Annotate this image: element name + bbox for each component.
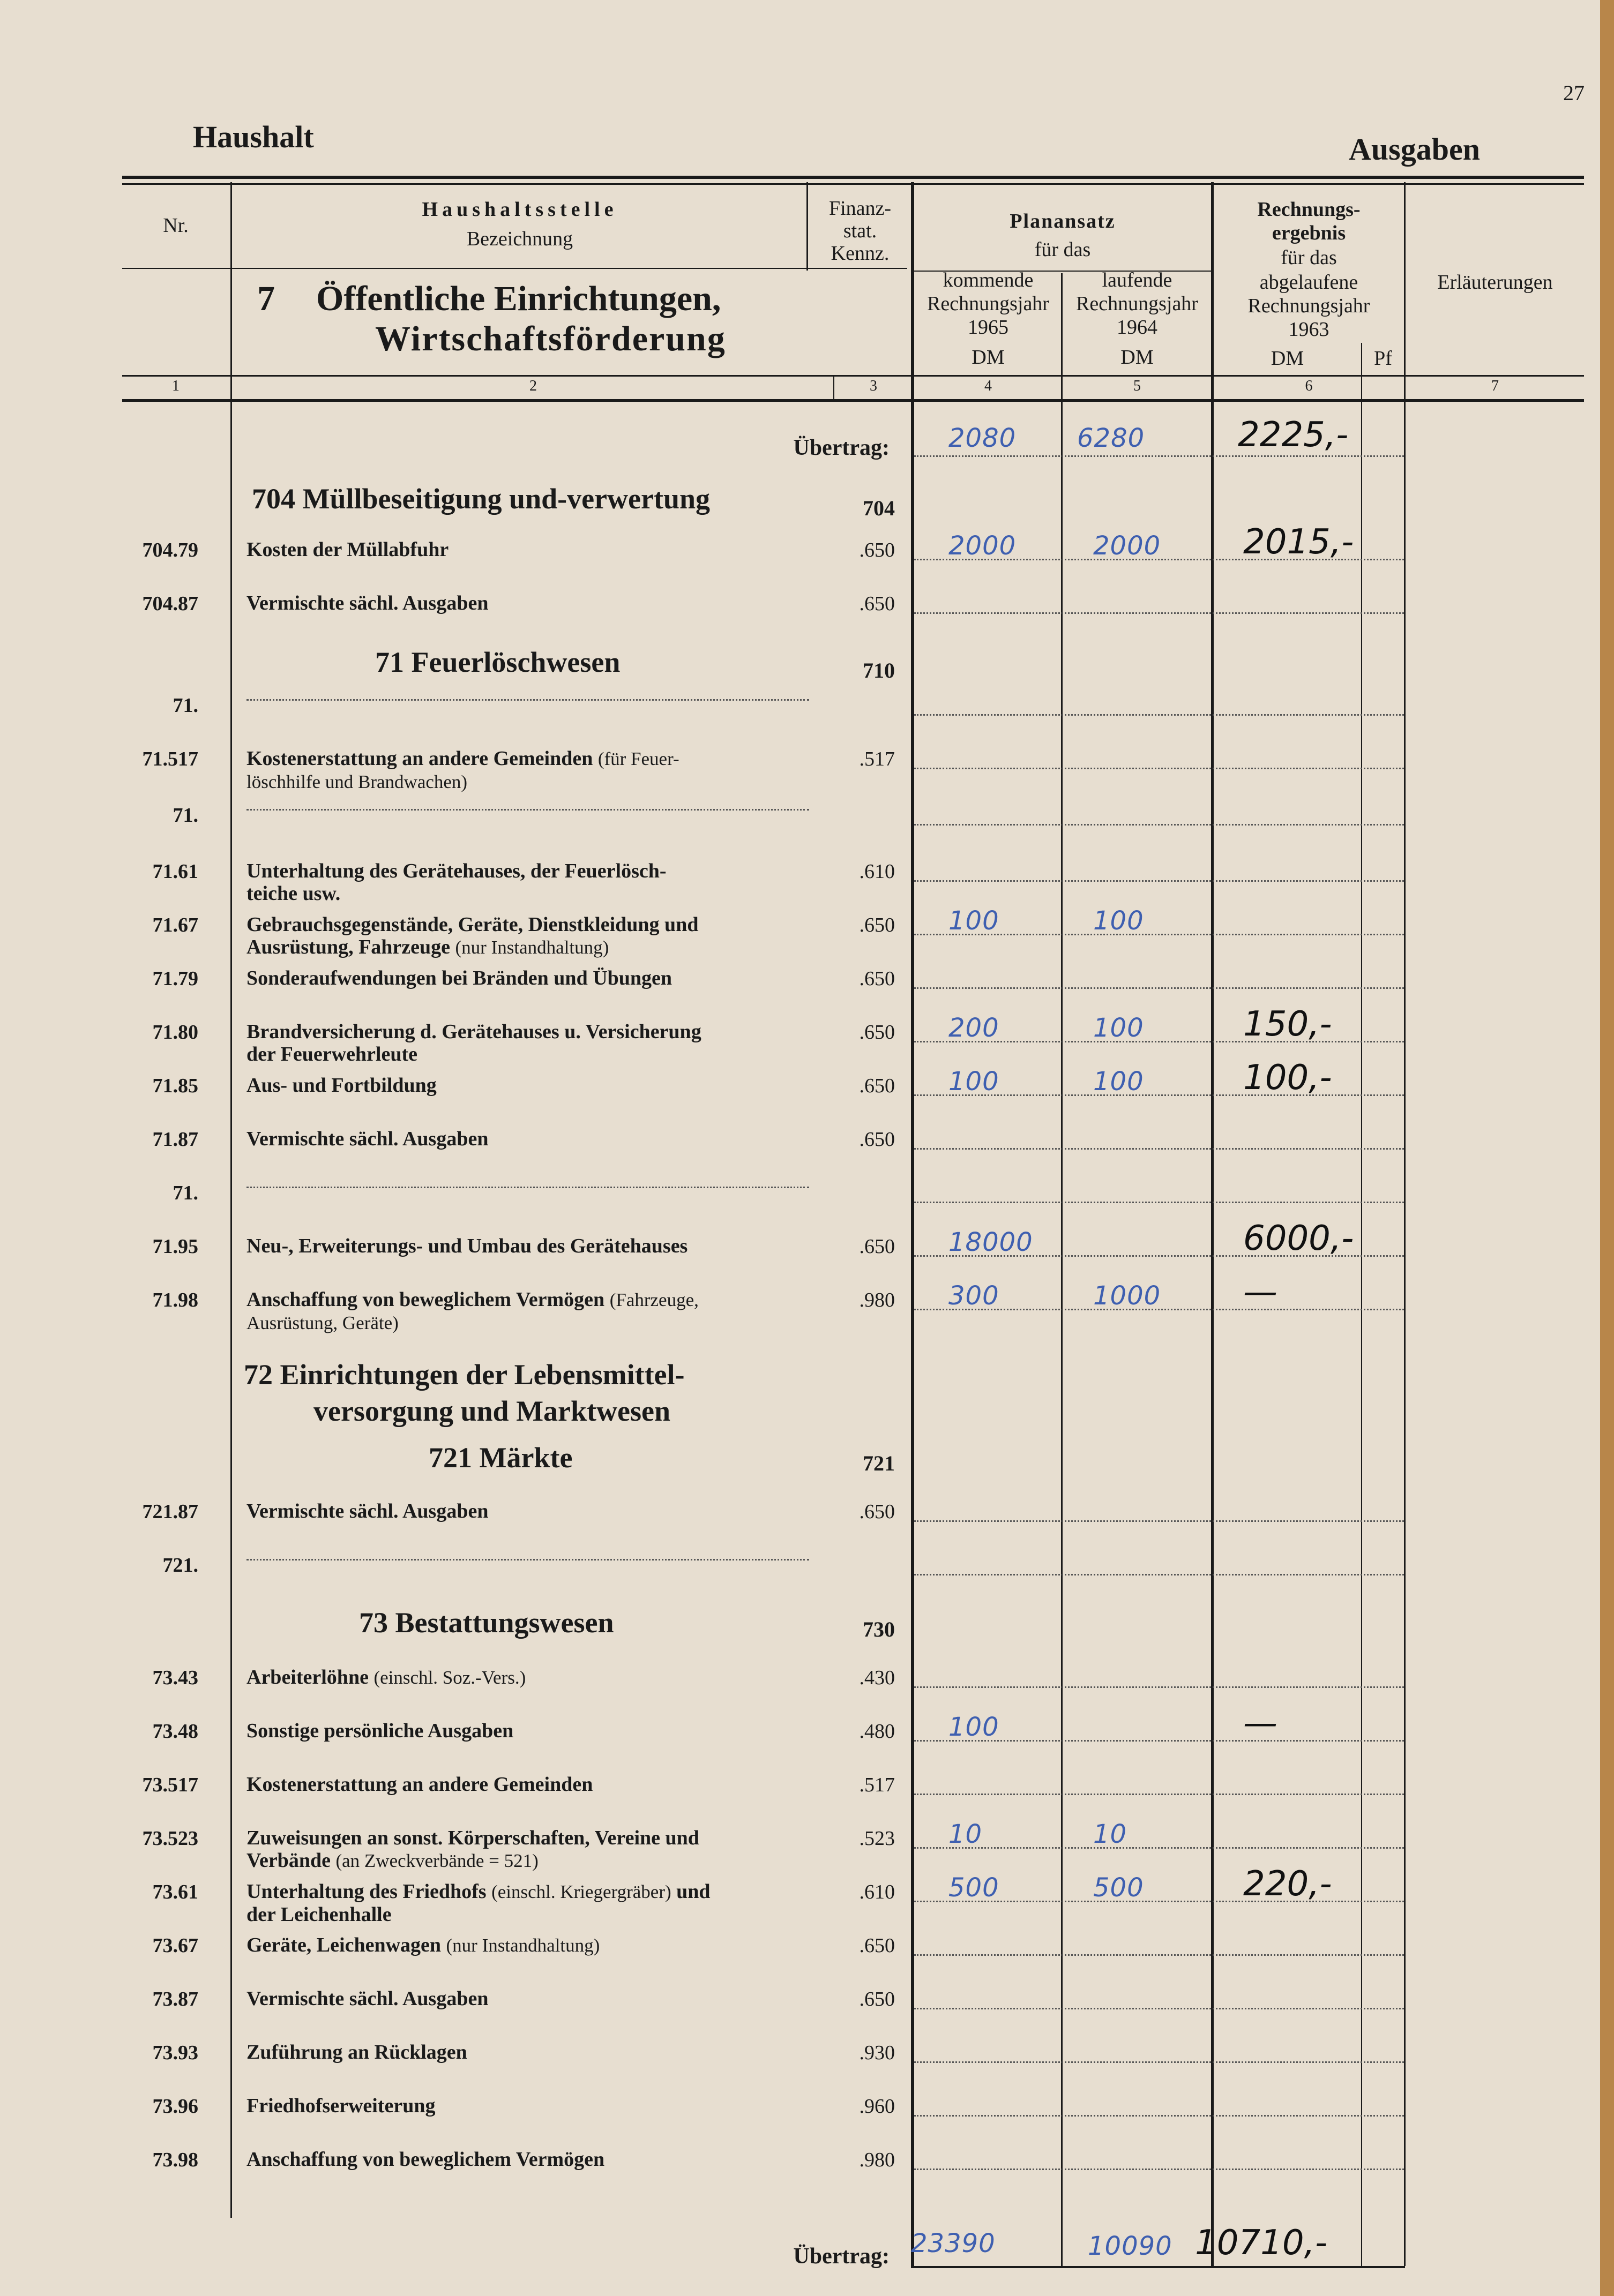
row-bezeichnung — [246, 2095, 815, 2117]
uebertrag-bottom-ergebnis: 10710,- — [1195, 2223, 1328, 2263]
row-kommende-1965: 18000 — [948, 1227, 1033, 1257]
row-nr: 71.61 — [152, 860, 198, 883]
row-text: Vermischte sächl. Ausgaben — [246, 1128, 489, 1150]
row-nr: 704.87 — [142, 592, 198, 615]
uebertrag-bottom-laufende: 10090 — [1088, 2231, 1172, 2261]
row-leader-dots — [914, 2169, 1404, 2170]
row-bezeichnung — [246, 1500, 815, 1522]
row-bezeichnung — [246, 2148, 815, 2171]
row-leader-dots — [914, 880, 1404, 882]
row-note-line2: (an Zweckverbände = 521) — [335, 1850, 539, 1871]
row-note: (nur Instandhaltung) — [446, 1935, 600, 1956]
header-kommende-2: Rechnungsjahr — [927, 292, 1049, 315]
row-leader-dots — [914, 1148, 1404, 1150]
row-kennziffer: .650 — [859, 592, 895, 615]
chapter-title-1: Öffentliche Einrichtungen, — [316, 279, 721, 318]
row-nr: 71. — [173, 694, 198, 717]
header-laufende-3: 1964 — [1117, 316, 1157, 339]
row-kennziffer: .523 — [859, 1827, 895, 1850]
row-kennziffer: .430 — [859, 1667, 895, 1689]
row-nr: 71.79 — [152, 967, 198, 990]
col-divider-pf — [1361, 343, 1362, 2266]
row-laufende-1964: 100 — [1093, 1067, 1144, 1097]
row-leader-dots — [914, 2061, 1404, 2063]
header-colnum-rule — [122, 399, 1584, 402]
header-planansatz: Planansatz — [1010, 210, 1116, 232]
row-bezeichnung — [246, 747, 815, 793]
header-laufende-2: Rechnungsjahr — [1076, 292, 1198, 315]
row-nr: 71.67 — [152, 914, 198, 936]
row-kennziffer: .980 — [859, 2149, 895, 2171]
row-nr: 73.43 — [152, 1667, 198, 1689]
row-nr: 71.87 — [152, 1128, 198, 1151]
uebertrag-top-dots — [914, 455, 1404, 457]
row-ergebnis-1963: 150,- — [1243, 1004, 1332, 1044]
row-bezeichnung — [246, 1773, 815, 1796]
section-721-title: 721 Märkte — [429, 1442, 573, 1474]
row-leader-dots — [914, 1520, 1404, 1522]
row-kennziffer: .930 — [859, 2042, 895, 2064]
row-bezeichnung — [246, 1880, 815, 1926]
row-bezeichnung — [246, 860, 815, 905]
col-num-1: 1 — [172, 378, 180, 394]
section-73-kz: 730 — [863, 1617, 895, 1641]
row-text: Arbeiterlöhne — [246, 1666, 369, 1689]
row-laufende-1964: 10 — [1093, 1819, 1127, 1849]
row-leader-dots — [914, 2008, 1404, 2009]
row-nr: 721. — [162, 1554, 198, 1577]
bottom-rule — [911, 2266, 1405, 2268]
section-72-title-1: 72 Einrichtungen der Lebensmittel- — [244, 1359, 685, 1391]
row-text: Unterhaltung des Gerätehauses, der Feuerlösch- — [246, 860, 667, 882]
row-kommende-1965: 300 — [948, 1281, 999, 1311]
row-bezeichnung — [246, 1235, 815, 1257]
row-kennziffer: .980 — [859, 1289, 895, 1311]
row-text: Kosten der Müllabfuhr — [246, 538, 449, 561]
row-nr: 71.95 — [152, 1235, 198, 1258]
row-bezeichnung — [246, 913, 815, 959]
header-rechnungs-2: ergebnis — [1272, 222, 1346, 244]
row-leader-dots — [914, 1202, 1404, 1203]
uebertrag-bottom-kommende: 23390 — [911, 2229, 996, 2259]
row-laufende-1964: 2000 — [1093, 531, 1161, 561]
section-704-kz: 704 — [863, 496, 895, 520]
col-num-3: 3 — [870, 378, 877, 394]
row-nr: 73.61 — [152, 1881, 198, 1903]
row-kommende-1965: 200 — [948, 1013, 999, 1043]
row-nr: 73.96 — [152, 2095, 198, 2118]
row-text: Gebrauchsgegenstände, Geräte, Dienstkleidung und — [246, 913, 699, 936]
col-num-2: 2 — [529, 378, 537, 394]
row-kommende-1965: 10 — [948, 1819, 983, 1849]
row-leader-dots — [914, 1847, 1404, 1849]
row-bezeichnung — [246, 967, 815, 989]
row-text-line2: der Leichenhalle — [246, 1903, 392, 1926]
row-note: (einschl. Soz.-Vers.) — [373, 1667, 526, 1688]
row-nr: 73.523 — [142, 1827, 198, 1850]
row-laufende-1964: 1000 — [1093, 1281, 1161, 1311]
row-kennziffer: .650 — [859, 1934, 895, 1957]
col-num-4: 4 — [984, 378, 992, 394]
row-nr: 73.87 — [152, 1988, 198, 2010]
row-bezeichnung — [246, 2041, 815, 2064]
row-text-line2: Ausrüstung, Fahrzeuge — [246, 936, 451, 958]
row-bezeichnung — [246, 592, 815, 614]
col-divider-2b — [833, 375, 834, 401]
row-kennziffer: .480 — [859, 1720, 895, 1743]
row-leader-dots — [914, 1954, 1404, 1956]
header-finanz-1: Finanz- — [828, 197, 892, 220]
row-text: Friedhofserweiterung — [246, 2095, 436, 2117]
col-divider-2 — [806, 182, 808, 271]
row-text: Vermischte sächl. Ausgaben — [246, 1500, 489, 1522]
header-bottom-rule — [122, 375, 1584, 377]
row-text: Sonderaufwendungen bei Bränden und Übungen — [246, 967, 672, 989]
row-note-line2: löschhilfe und Brandwachen) — [246, 771, 468, 792]
uebertrag-bottom-label: Übertrag: — [793, 2244, 890, 2269]
row-ergebnis-1963: — — [1243, 1704, 1277, 1743]
row-kommende-1965: 100 — [948, 1712, 999, 1742]
row-nr: 704.79 — [142, 539, 198, 561]
row-text: Zuführung an Rücklagen — [246, 2041, 467, 2064]
row-bezeichnung — [246, 1128, 815, 1150]
section-71-title: 71 Feuerlöschwesen — [375, 646, 621, 678]
col-divider-3 — [911, 182, 914, 2266]
row-note: (einschl. Kriegergräber) — [491, 1881, 671, 1902]
row-bezeichnung — [246, 1666, 815, 1689]
row-text: Kostenerstattung an andere Gemeinden — [246, 1773, 593, 1796]
row-leader-dots — [914, 768, 1404, 769]
row-text-line2: Verbände — [246, 1849, 331, 1872]
col-divider-4 — [1061, 273, 1063, 2266]
row-nr: 71. — [173, 1182, 198, 1204]
row-text: Vermischte sächl. Ausgaben — [246, 1987, 489, 2010]
row-nr: 73.48 — [152, 1720, 198, 1743]
row-leader-dots — [914, 714, 1404, 716]
header-haushaltsstelle: Haushaltsstelle — [422, 198, 618, 221]
row-ergebnis-1963: 2015,- — [1243, 522, 1354, 562]
page-title-left: Haushalt — [193, 119, 314, 154]
header-laufende-1: laufende — [1102, 269, 1172, 291]
row-nr: 71.85 — [152, 1075, 198, 1097]
row-text: Aus- und Fortbildung — [246, 1074, 437, 1097]
row-kommende-1965: 100 — [948, 906, 999, 936]
row-kennziffer: .650 — [859, 1075, 895, 1097]
row-bezeichnung — [246, 1288, 815, 1334]
row-note-line2: Ausrüstung, Geräte) — [246, 1312, 399, 1333]
header-rechnungs-4: abgelaufene — [1259, 271, 1358, 294]
chapter-title-2: Wirtschaftsförderung — [375, 319, 726, 358]
col-num-6: 6 — [1305, 378, 1313, 394]
row-kennziffer: .650 — [859, 539, 895, 561]
row-text: Unterhaltung des Friedhofs — [246, 1880, 487, 1903]
row-leader-dots — [914, 987, 1404, 989]
header-kommende-4: DM — [972, 346, 1005, 369]
col-divider-5 — [1211, 182, 1214, 2266]
row-text: Sonstige persönliche Ausgaben — [246, 1720, 514, 1742]
section-704-title: 704 Müllbeseitigung und-verwertung — [252, 483, 711, 515]
row-leader-dots — [914, 824, 1404, 826]
row-kennziffer: .960 — [859, 2095, 895, 2118]
col-num-7: 7 — [1491, 378, 1499, 394]
header-finanz-3: Kennz. — [831, 242, 890, 265]
row-nr: 73.67 — [152, 1934, 198, 1957]
header-top-rule — [122, 176, 1584, 179]
row-leader-dots — [914, 1794, 1404, 1795]
row-text-line2: teiche usw. — [246, 882, 341, 905]
row-bezeichnung — [246, 538, 815, 561]
header-rechnungs-dm: DM — [1271, 347, 1304, 370]
header-rechnungs-5: Rechnungsjahr — [1247, 295, 1370, 317]
row-text: Anschaffung von beweglichem Vermögen — [246, 1288, 605, 1311]
row-bezeichnung — [246, 1720, 815, 1742]
row-laufende-1964: 100 — [1093, 906, 1144, 936]
page-title-right: Ausgaben — [1349, 132, 1480, 167]
row-text-after: und — [676, 1880, 711, 1903]
row-bezeichnung — [246, 1934, 815, 1957]
header-nr: Nr. — [163, 214, 189, 237]
row-leader-dots — [914, 1686, 1404, 1688]
section-721-kz: 721 — [863, 1451, 895, 1475]
header-bezeichnung: Bezeichnung — [466, 228, 573, 250]
row-text: Neu-, Erweiterungs- und Umbau des Gerätehauses — [246, 1235, 688, 1257]
row-note: (Fahrzeuge, — [609, 1289, 699, 1310]
col-divider-1 — [230, 182, 232, 2218]
header-rechnungs-3: für das — [1281, 246, 1337, 269]
row-ergebnis-1963: 6000,- — [1243, 1219, 1354, 1258]
row-nr: 73.98 — [152, 2149, 198, 2171]
section-71-kz: 710 — [863, 658, 895, 682]
row-note: (für Feuer- — [597, 748, 679, 769]
uebertrag-top-kommende: 2080 — [948, 423, 1017, 453]
chapter-number: 7 — [257, 279, 275, 318]
row-kennziffer: .517 — [859, 748, 895, 770]
row-ergebnis-1963: — — [1243, 1272, 1277, 1312]
row-leader-dots — [914, 1574, 1404, 1575]
row-kommende-1965: 100 — [948, 1067, 999, 1097]
uebertrag-top-label: Übertrag: — [793, 436, 890, 460]
row-kennziffer: .650 — [859, 1235, 895, 1258]
row-kennziffer: .650 — [859, 914, 895, 936]
row-kennziffer: .650 — [859, 1988, 895, 2010]
row-text: Anschaffung von beweglichem Vermögen — [246, 2148, 605, 2171]
header-mid-rule — [122, 268, 907, 269]
row-kennziffer: .650 — [859, 1128, 895, 1151]
row-nr: 721.87 — [142, 1500, 198, 1523]
row-leader-dots — [914, 2115, 1404, 2117]
row-kennziffer: .610 — [859, 860, 895, 883]
row-nr: 73.93 — [152, 2042, 198, 2064]
col-divider-6 — [1404, 182, 1406, 2266]
header-kommende-1: kommende — [943, 269, 1034, 291]
row-nr: 71.80 — [152, 1021, 198, 1044]
header-fuer-das: für das — [1034, 238, 1091, 261]
header-finanz-2: stat. — [843, 220, 877, 242]
col-num-5: 5 — [1133, 378, 1141, 394]
row-bezeichnung — [246, 1987, 815, 2010]
row-kennziffer: .650 — [859, 967, 895, 990]
row-kennziffer: .650 — [859, 1500, 895, 1523]
row-kommende-1965: 500 — [948, 1873, 999, 1903]
row-empty-dots — [246, 699, 809, 701]
row-text: Vermischte sächl. Ausgaben — [246, 592, 489, 614]
row-bezeichnung — [246, 1827, 815, 1872]
row-bezeichnung — [246, 1074, 815, 1097]
row-kennziffer: .610 — [859, 1881, 895, 1903]
row-ergebnis-1963: 220,- — [1243, 1864, 1332, 1904]
header-top-rule-2 — [122, 183, 1584, 185]
row-nr: 71. — [173, 804, 198, 827]
header-rechnungs-pf: Pf — [1374, 347, 1392, 370]
row-leader-dots — [914, 612, 1404, 614]
row-text: Kostenerstattung an andere Gemeinden — [246, 747, 593, 770]
uebertrag-top-ergebnis: 2225,- — [1238, 415, 1349, 455]
row-empty-dots — [246, 1187, 809, 1188]
row-text: Zuweisungen an sonst. Körperschaften, Vereine und — [246, 1827, 699, 1849]
row-empty-dots — [246, 1559, 809, 1560]
row-laufende-1964: 500 — [1093, 1873, 1144, 1903]
row-kommende-1965: 2000 — [948, 531, 1017, 561]
header-laufende-4: DM — [1120, 346, 1154, 369]
row-laufende-1964: 100 — [1093, 1013, 1144, 1043]
section-72-title-2: versorgung und Marktwesen — [313, 1395, 671, 1427]
row-kennziffer: .517 — [859, 1774, 895, 1796]
uebertrag-top-laufende: 6280 — [1077, 423, 1145, 453]
row-text: Brandversicherung d. Gerätehauses u. Versicherung — [246, 1021, 701, 1043]
section-73-title: 73 Bestattungswesen — [359, 1607, 614, 1639]
row-text-line2: der Feuerwehrleute — [246, 1043, 418, 1066]
row-bezeichnung — [246, 1021, 815, 1066]
row-empty-dots — [246, 809, 809, 811]
row-ergebnis-1963: 100,- — [1243, 1058, 1332, 1098]
header-kommende-3: 1965 — [968, 316, 1008, 339]
header-rechnungs-1: Rechnungs- — [1257, 198, 1361, 221]
page-number: 27 — [1563, 81, 1585, 105]
row-note-line2: (nur Instandhaltung) — [455, 937, 609, 958]
row-nr: 73.517 — [142, 1774, 198, 1796]
row-text: Geräte, Leichenwagen — [246, 1934, 442, 1956]
row-kennziffer: .650 — [859, 1021, 895, 1044]
row-nr: 71.98 — [152, 1289, 198, 1311]
row-nr: 71.517 — [142, 748, 198, 770]
header-rechnungs-6: 1963 — [1288, 318, 1329, 341]
page-edge — [1600, 0, 1614, 2296]
header-erlaeuterungen: Erläuterungen — [1437, 271, 1553, 294]
